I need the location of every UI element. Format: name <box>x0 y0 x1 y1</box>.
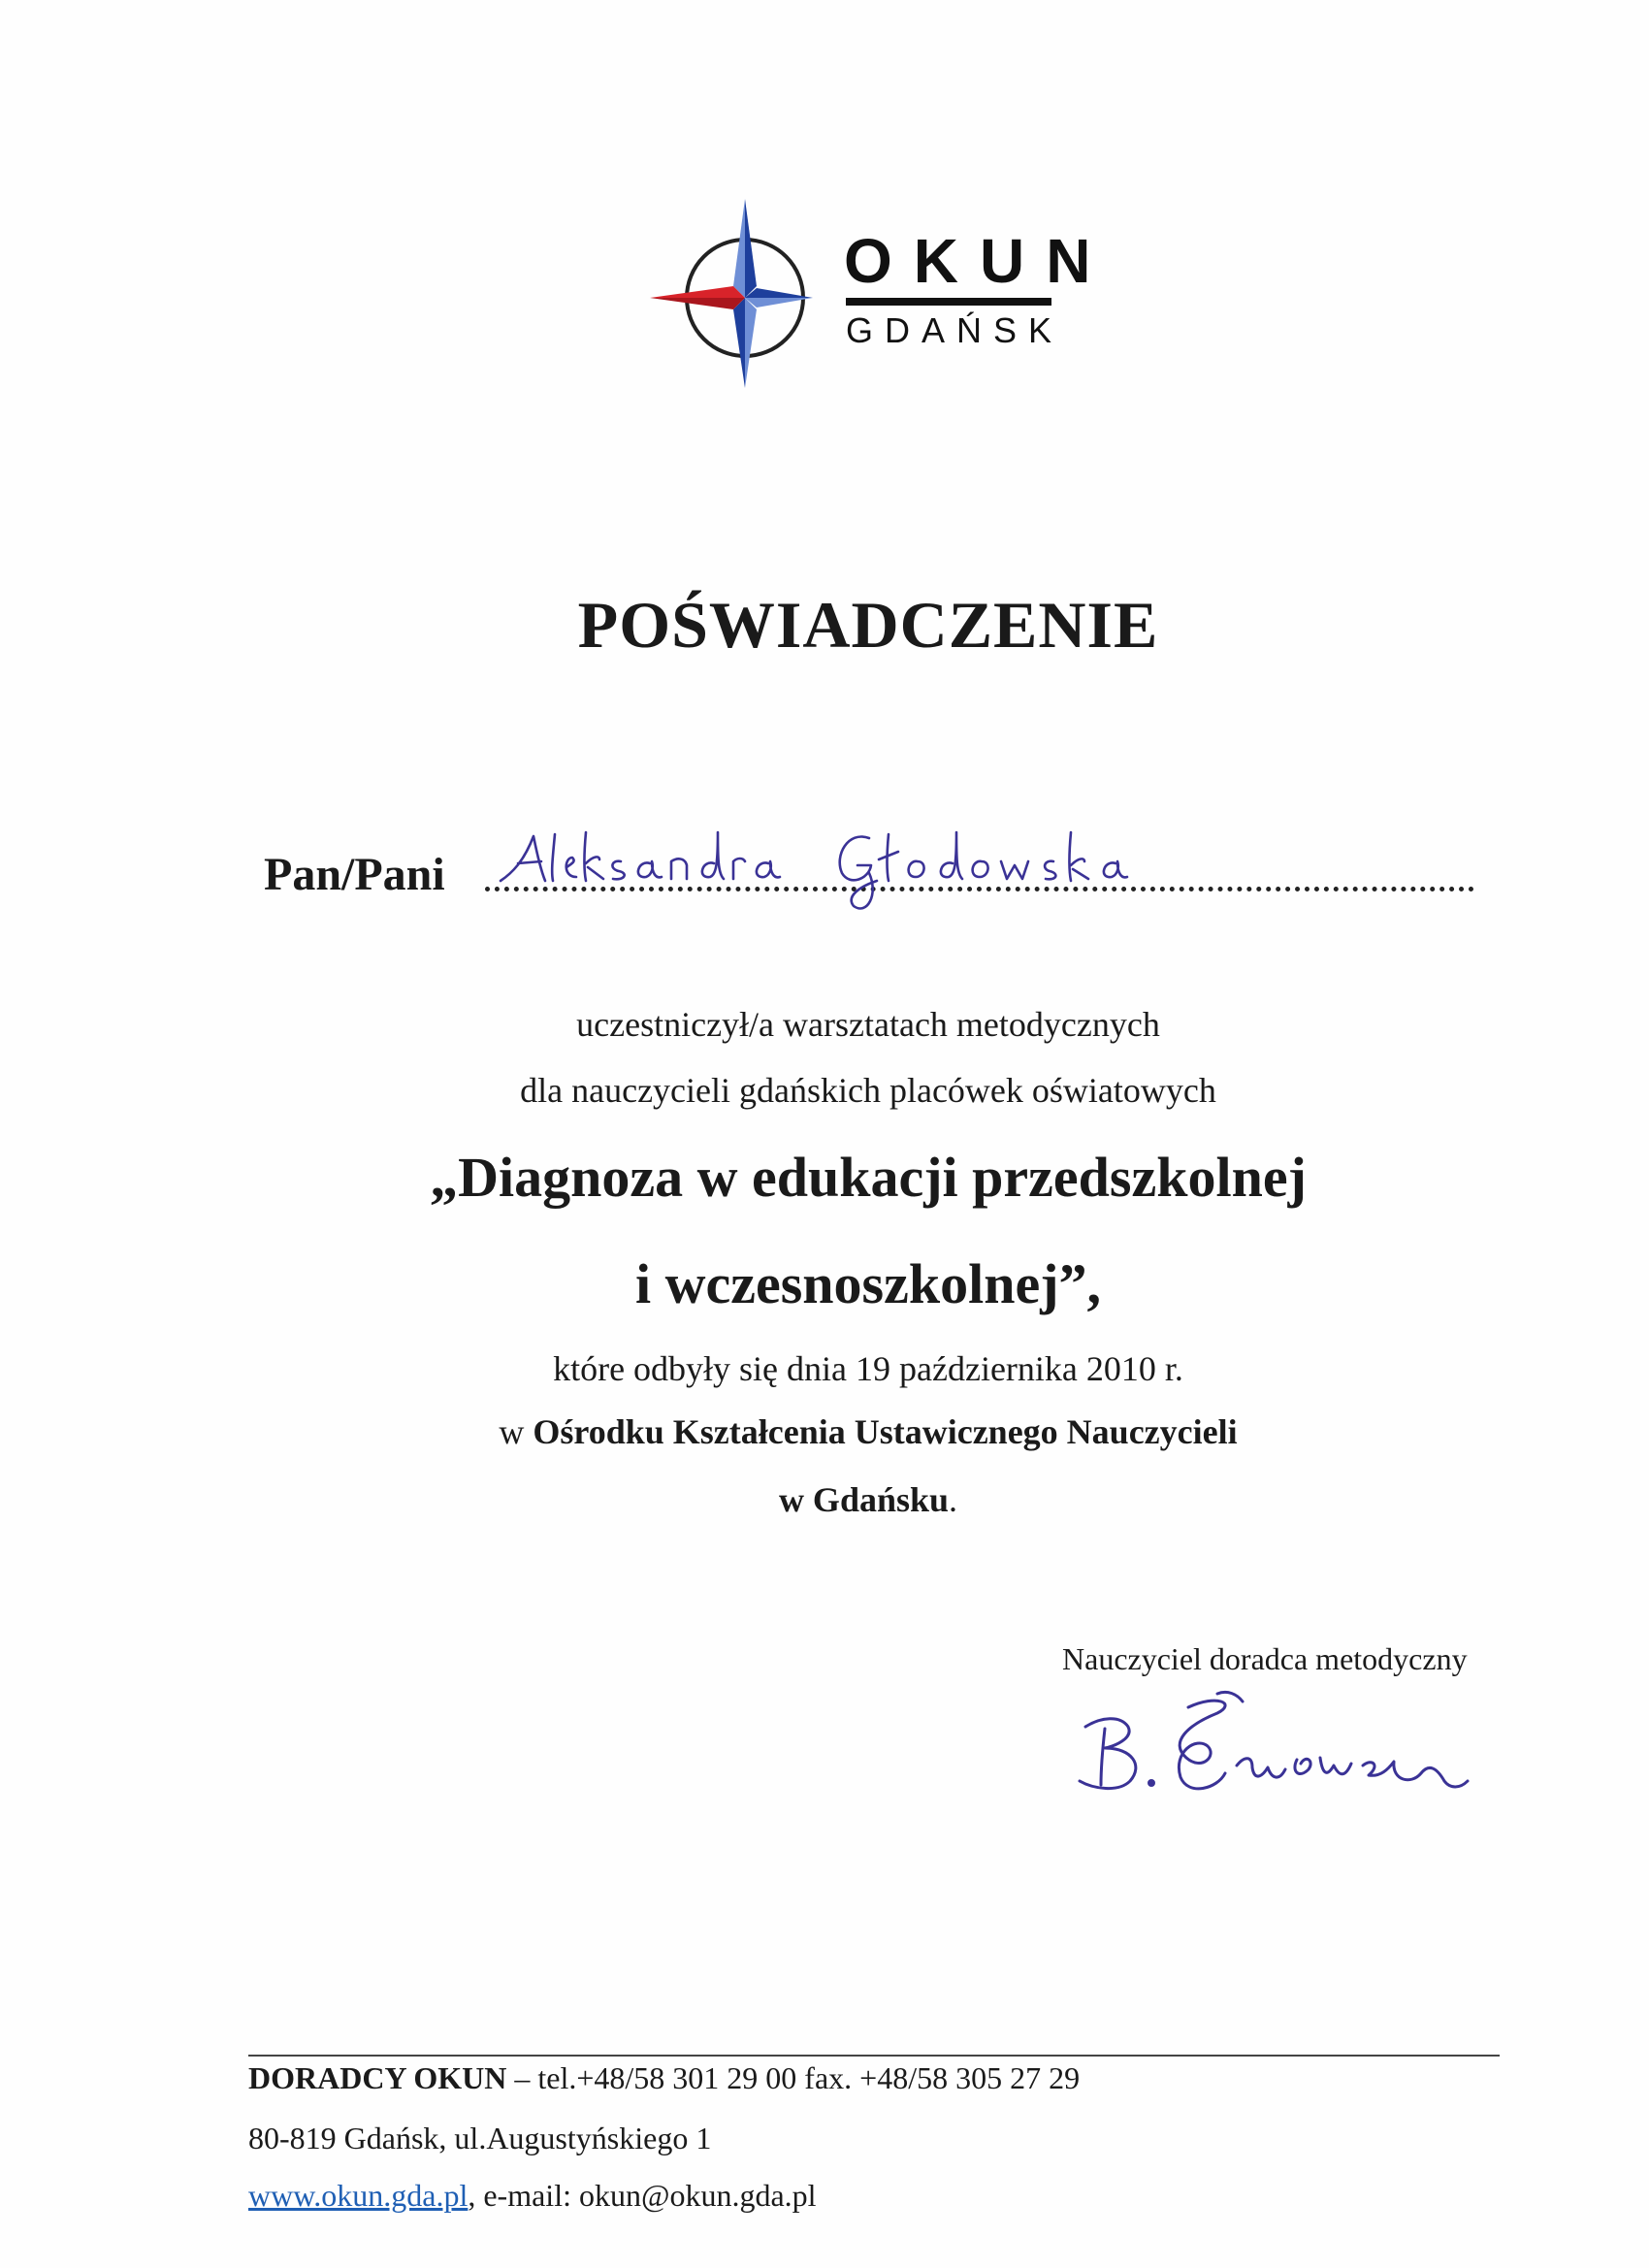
city-suffix: . <box>949 1480 958 1519</box>
course-title-line-1: „Diagnoza w edukacji przedszkolnej <box>430 1146 1307 1209</box>
handwritten-recipient-name <box>495 817 1193 923</box>
recipient-label: Pan/Pani <box>264 849 445 900</box>
place-prefix: w <box>499 1412 525 1451</box>
footer-web-line <box>248 2178 817 2214</box>
certificate-title: POŚWIADCZENIE <box>577 588 1159 662</box>
footer-address: 80-819 Gdańsk, ul.Augustyńskiego 1 <box>248 2121 712 2155</box>
compass-rose-icon <box>640 189 834 398</box>
footer-contact-line <box>248 2060 1080 2096</box>
city-line <box>0 1479 1649 1520</box>
audience-line: dla nauczycieli gdańskich placówek oświatowych <box>520 1071 1216 1110</box>
logo-divider <box>846 298 1051 306</box>
footer-phone-fax: – tel.+48/58 301 29 00 fax. +48/58 305 27 29 <box>506 2060 1081 2095</box>
date-line: które odbyły się dnia 19 października 2010 r. <box>553 1349 1183 1388</box>
advisor-role: Nauczyciel doradca metodyczny <box>1062 1641 1468 1676</box>
logo-wordmark: OKUN <box>844 226 1113 296</box>
recipient-row <box>264 834 1476 922</box>
footer-brand: DORADCY OKUN <box>248 2060 507 2095</box>
logo-city: GDAŃSK <box>846 310 1064 350</box>
city-name: w Gdańsku <box>778 1480 950 1519</box>
course-title-line-2: i wczesnoszkolnej”, <box>634 1252 1102 1315</box>
participation-line: uczestniczył/a warsztatach metodycznych <box>576 1005 1160 1044</box>
handwritten-signature <box>1072 1688 1489 1833</box>
footer-email: , e-mail: okun@okun.gda.pl <box>468 2178 817 2213</box>
institution-name: Ośrodku Kształcenia Ustawicznego Nauczycieli <box>533 1412 1238 1451</box>
website-link[interactable]: www.okun.gda.pl <box>248 2178 469 2213</box>
footer-divider <box>248 2055 1500 2057</box>
place-line <box>0 1411 1649 1452</box>
okun-logo <box>640 189 1113 398</box>
